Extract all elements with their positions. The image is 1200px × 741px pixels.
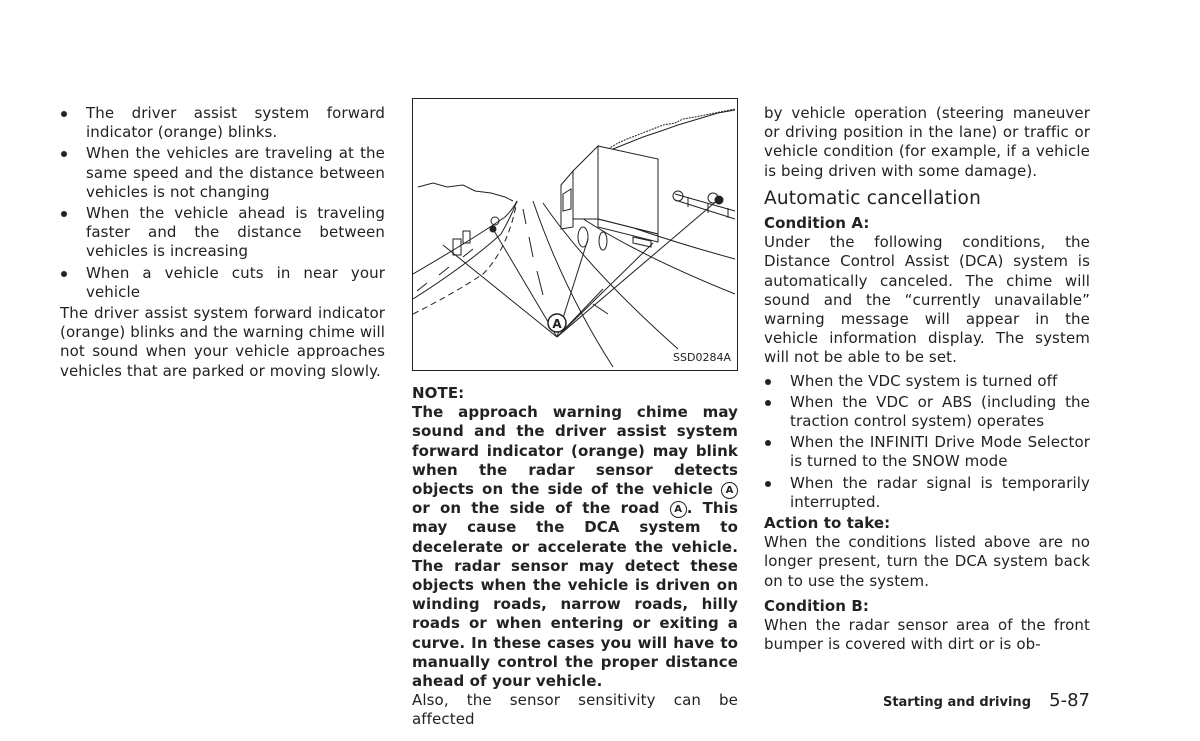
condition-b-label: Condition B: xyxy=(764,596,870,615)
sensitivity-line: Also, the sensor sensitivity can be affected xyxy=(412,691,738,729)
indicator-conditions-list xyxy=(60,104,385,302)
middle-column xyxy=(412,384,738,730)
list-item: When the vehicle ahead is traveling faster and the distance between vehicles is increasing xyxy=(60,204,385,262)
note-label: NOTE: xyxy=(412,384,465,402)
road-scene-drawing xyxy=(413,99,736,369)
note-text-part3: . This may cause the DCA system to decelerate or accelerate the vehicle. The radar sensor may detect these objects when the vehicle is driven on winding roads, narrow roads, hilly roads or when entering or exiting a curve. In these cases you will have to manually control the proper distance ahead of your vehicle. xyxy=(412,499,738,691)
list-item: The driver assist system forward indicator (orange) blinks. xyxy=(60,104,385,142)
condition-b-text: When the radar sensor area of the front bumper is covered with dirt or is ob- xyxy=(764,616,1090,654)
cancellation-list xyxy=(764,372,1090,512)
action-label: Action to take: xyxy=(764,514,891,533)
callout-a-label: A xyxy=(552,317,562,331)
condition-a-text: Under the following conditions, the Distance Control Assist (DCA) system is automatically canceled. The chime will sound and the “currently unavailable” warning message will appear in the vehicle information display. The system will not be able to be set. xyxy=(764,233,1090,367)
indicator-paragraph: The driver assist system forward indicator (orange) blinks and the warning chime will not sound when your vehicle approaches vehicles that are parked or moving slowly. xyxy=(60,304,385,380)
page-footer xyxy=(883,690,1090,711)
radar-detection-illustration xyxy=(412,98,738,371)
figure-code: SSD0284A xyxy=(673,351,731,364)
note-text-part2: or on the side of the road xyxy=(412,499,660,518)
note-text-part1: The approach warning chime may sound and the driver assist system forward indicator (orange) may blink when the radar sensor detects objects on the side of the vehicle xyxy=(412,403,738,499)
right-column xyxy=(764,104,1090,654)
list-item: When the VDC or ABS (including the traction control system) operates xyxy=(764,393,1090,431)
callout-a-inline: A xyxy=(670,501,687,518)
callout-a-inline: A xyxy=(721,482,738,499)
list-item: When the radar signal is temporarily interrupted. xyxy=(764,474,1090,512)
intro-paragraph: by vehicle operation (steering maneuver or driving position in the lane) or traffic or vehicle condition (for example, if a vehicle is being driven with some damage). xyxy=(764,104,1090,180)
note-body xyxy=(412,403,738,691)
page-number: 5-87 xyxy=(1049,690,1090,711)
section-name: Starting and driving xyxy=(882,695,1031,710)
condition-a-label: Condition A: xyxy=(764,214,870,233)
section-heading: Automatic cancellation xyxy=(764,187,981,209)
left-column xyxy=(60,104,385,381)
list-item: When a vehicle cuts in near your vehicle xyxy=(60,264,385,302)
list-item: When the INFINITI Drive Mode Selector is turned to the SNOW mode xyxy=(764,433,1090,471)
list-item: When the VDC system is turned off xyxy=(764,372,1090,391)
action-text: When the conditions listed above are no longer present, turn the DCA system back on to use the system. xyxy=(764,533,1090,590)
list-item: When the vehicles are traveling at the same speed and the distance between vehicles is not changing xyxy=(60,144,385,202)
